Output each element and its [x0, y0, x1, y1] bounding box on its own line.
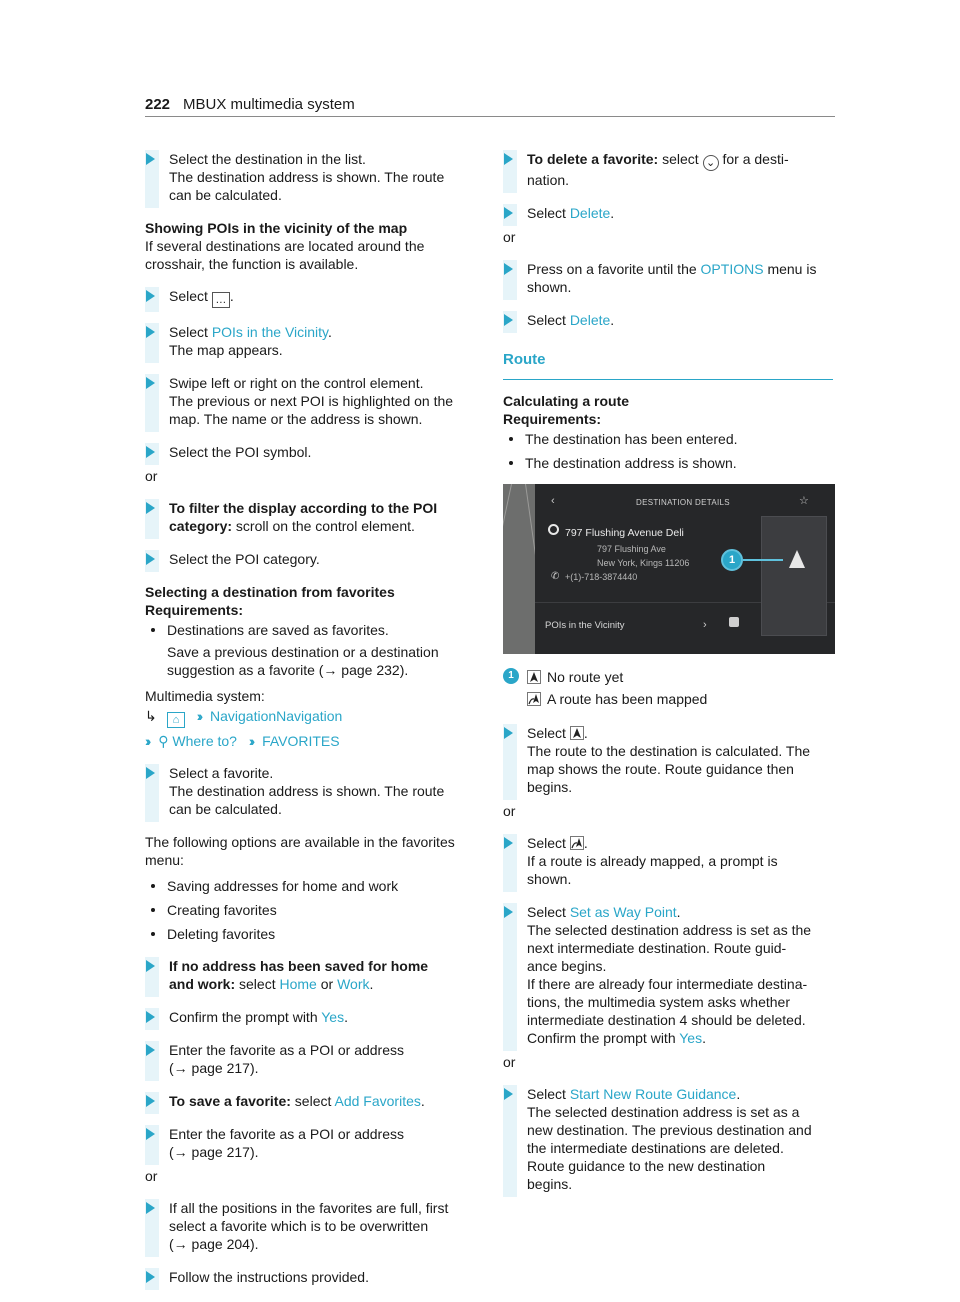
link-set-as-way-point[interactable]: Set as Way Point [569, 904, 677, 920]
page-header [145, 94, 835, 118]
step: Select Set as Way Point. The selected destination address is set as the next intermediate destination. Route guid- ance begins. If there are already four intermediate destina- tions, the multimedia system asks whether intermediate destination 4 should be deleted. Confirm the prompt with Yes. [503, 903, 833, 1047]
step: Confirm the prompt with Yes. [145, 1008, 475, 1026]
heading-calculating-route: Calculating a route [503, 393, 630, 409]
navigation-arrow-icon [789, 550, 805, 568]
link-yes[interactable]: Yes [321, 1009, 345, 1025]
link-delete[interactable]: Delete [569, 205, 611, 221]
heading-favorites: Selecting a destination from favorites [145, 584, 395, 600]
chevron-icon: ›› [248, 733, 253, 749]
step: Enter the favorite as a POI or address (→ page 217). [145, 1125, 475, 1161]
left-column: Select the destination in the list. The destination address is shown. The route can be calculated. Showing POIs in the vicinity of the map If several destinations are located around the crosshair, the function is available. Select … . Select POIs in the Vicinity. The map appears. Swipe left or right on the control element. The previous or next POI is highlighted on the map. The name or the address is shown. Select the POI symbol. or To filter the display according to the POI category: scroll on the control element. Select the POI category. Selecting a destination from favorites Requirements: Destinations are saved as favorites. Save a previous destination or a destination suggestion as a favorite (→ page 232). Multimedia system: ↳ ⌂ ›› NavigationNavigation ›› ⚲ Where to? ›› FAVORITES Select a favorite. The destination address is shown. The route can be calculated. The following options are available in the favorites menu: Saving addresses for home and work Creating favorites Deleting favorites If no address has been saved for home and work: select Home or Work. Confirm the prompt with Yes. Enter the favorite as a POI or address (→ page 217). To save a favorite: select Add Favorites. Enter the favorite as a POI or address (→ page 217). or If all the positions in the favorites are full, first select a favorite which is to be overwritten (→ page 204). Follow the instructions provided. [145, 150, 475, 1301]
figure-title: DESTINATION DETAILS [636, 498, 730, 507]
step-arrow-icon [146, 1011, 155, 1023]
requirements-list [145, 621, 475, 639]
section-heading-route: Route [503, 351, 546, 368]
more-options-icon: … [212, 292, 230, 308]
link-work[interactable]: Work [337, 976, 370, 992]
no-route-arrow-icon [527, 670, 541, 684]
step: Select Delete. [503, 204, 833, 222]
page-number: 222 [145, 96, 171, 113]
step-arrow-icon [504, 153, 513, 165]
step: Follow the instructions provided. [145, 1268, 475, 1286]
save-icon[interactable] [729, 617, 739, 627]
step: Enter the favorite as a POI or address (→ page 217). [145, 1041, 475, 1077]
step-arrow-icon [146, 446, 155, 458]
destination-details-screenshot [503, 484, 835, 654]
phone-icon: ✆ [551, 571, 560, 582]
list-item: The destination has been entered. [503, 430, 833, 448]
step-arrow-icon [146, 153, 155, 165]
step-arrow-icon [146, 1128, 155, 1140]
step-arrow-icon [146, 1095, 155, 1107]
chevron-icon: ›› [145, 733, 149, 749]
step-arrow-icon [146, 553, 155, 565]
pois-in-vicinity-item[interactable]: POIs in the Vicinity [545, 620, 625, 631]
step: Swipe left or right on the control element. The previous or next POI is highlighted on the map. The name or the address is shown. [145, 374, 475, 428]
step-arrow-icon [146, 502, 155, 514]
list-item: Destinations are saved as favorites. [145, 621, 475, 639]
list-item: The destination address is shown. [503, 454, 833, 472]
legend: 1 No route yet A route has been mapped [503, 668, 833, 708]
start-route-button[interactable] [761, 516, 827, 636]
requirements-list [503, 430, 833, 472]
destination-name: 797 Flushing Avenue Deli [565, 527, 684, 539]
step-arrow-icon [146, 1202, 155, 1214]
destination-street: 797 Flushing Ave [597, 544, 666, 554]
step: Select Delete. [503, 311, 833, 329]
step: Press on a favorite until the OPTIONS menu is shown. [503, 260, 833, 296]
chevron-down-icon[interactable]: ⌄ [703, 155, 719, 171]
or-text: or [145, 1168, 158, 1184]
chevron-right-icon: › [703, 619, 707, 631]
page-title: MBUX multimedia system [183, 96, 355, 113]
star-icon[interactable]: ☆ [799, 495, 809, 507]
step: Select the POI category. [145, 550, 475, 568]
path-arrow-icon: ↳ [145, 708, 157, 724]
step: To save a favorite: select Add Favorites. [145, 1092, 475, 1110]
destination-phone: +(1)-718-3874440 [565, 572, 638, 582]
step-arrow-icon [504, 727, 513, 739]
link-options[interactable]: OPTIONS [700, 261, 764, 277]
or-text: or [503, 229, 516, 245]
step-arrow-icon [504, 837, 513, 849]
step-arrow-icon [504, 207, 513, 219]
step: If no address has been saved for home and work: select Home or Work. [145, 957, 475, 993]
back-icon[interactable]: ‹ [551, 495, 555, 507]
home-icon[interactable]: ⌂ [167, 712, 185, 728]
heading-pois-vicinity: Showing POIs in the vicinity of the map [145, 220, 408, 236]
list-item: Creating favorites [145, 901, 475, 919]
link-pois-in-vicinity[interactable]: POIs in the Vicinity [211, 324, 329, 340]
step: Select the destination in the list. The destination address is shown. The route can be calculated. [145, 150, 475, 204]
options-list [145, 877, 475, 943]
menu-navigation[interactable]: NavigationNavigation [210, 708, 343, 724]
requirements-label: Requirements: [145, 602, 244, 618]
header-divider [145, 116, 835, 117]
route-mapped-arrow-icon[interactable] [570, 836, 584, 850]
no-route-arrow-icon[interactable] [570, 726, 584, 740]
search-icon[interactable]: ⚲ [158, 733, 169, 749]
or-text: or [503, 803, 516, 819]
or-text: or [503, 1054, 516, 1070]
step: Select Start New Route Guidance. The selected destination address is set as a new destination. The previous destination and the intermediate destinations are deleted. Route guidance to the new destination begins. [503, 1085, 833, 1193]
step: Select a favorite. The destination address is shown. The route can be calculated. [145, 764, 475, 818]
step-arrow-icon [146, 960, 155, 972]
callout-line [743, 559, 783, 561]
step: Select … . [145, 287, 475, 308]
step: Select POIs in the Vicinity. The map appears. [145, 323, 475, 359]
step: Select the POI symbol. [145, 443, 475, 461]
map-background [503, 484, 535, 654]
callout-number: 1 [721, 549, 743, 571]
or-text: or [145, 468, 158, 484]
link-start-new-route-guidance[interactable]: Start New Route Guidance [569, 1086, 737, 1102]
right-column [503, 150, 833, 1208]
link-yes[interactable]: Yes [679, 1030, 703, 1046]
requirements-label: Requirements: [503, 411, 602, 427]
step-arrow-icon [146, 767, 155, 779]
link-delete[interactable]: Delete [569, 312, 611, 328]
list-item: Deleting favorites [145, 925, 475, 943]
step: To filter the display according to the POI category: scroll on the control element. [145, 499, 475, 535]
menu-path [145, 707, 475, 750]
step-arrow-icon [504, 314, 513, 326]
multimedia-label: Multimedia system: [145, 688, 265, 704]
chevron-icon: ›› [196, 708, 201, 724]
link-add-favorites[interactable]: Add Favorites [334, 1093, 421, 1109]
step: To delete a favorite: select ⌄ for a desti- nation. [503, 150, 833, 189]
menu-where-to[interactable]: Where to? [172, 733, 237, 749]
step: Select . The route to the destination is calculated. The map shows the route. Route guidance then begins. [503, 724, 833, 796]
poi-icon [548, 524, 559, 535]
step-arrow-icon [504, 1088, 513, 1100]
step: If all the positions in the favorites are full, first select a favorite which is to be overwritten (→ page 204). [145, 1199, 475, 1253]
destination-city: New York, Kings 11206 [597, 558, 690, 568]
legend-number: 1 [503, 668, 519, 684]
step-arrow-icon [504, 906, 513, 918]
menu-favorites[interactable]: FAVORITES [262, 733, 340, 749]
link-home[interactable]: Home [279, 976, 317, 992]
step-arrow-icon [146, 377, 155, 389]
step-arrow-icon [146, 326, 155, 338]
step-arrow-icon [146, 290, 155, 302]
step-arrow-icon [146, 1044, 155, 1056]
route-mapped-arrow-icon [527, 692, 541, 706]
list-item: Saving addresses for home and work [145, 877, 475, 895]
step: Select . If a route is already mapped, a prompt is shown. [503, 834, 833, 888]
step-arrow-icon [146, 1271, 155, 1283]
section-divider [503, 379, 833, 380]
step-arrow-icon [504, 263, 513, 275]
